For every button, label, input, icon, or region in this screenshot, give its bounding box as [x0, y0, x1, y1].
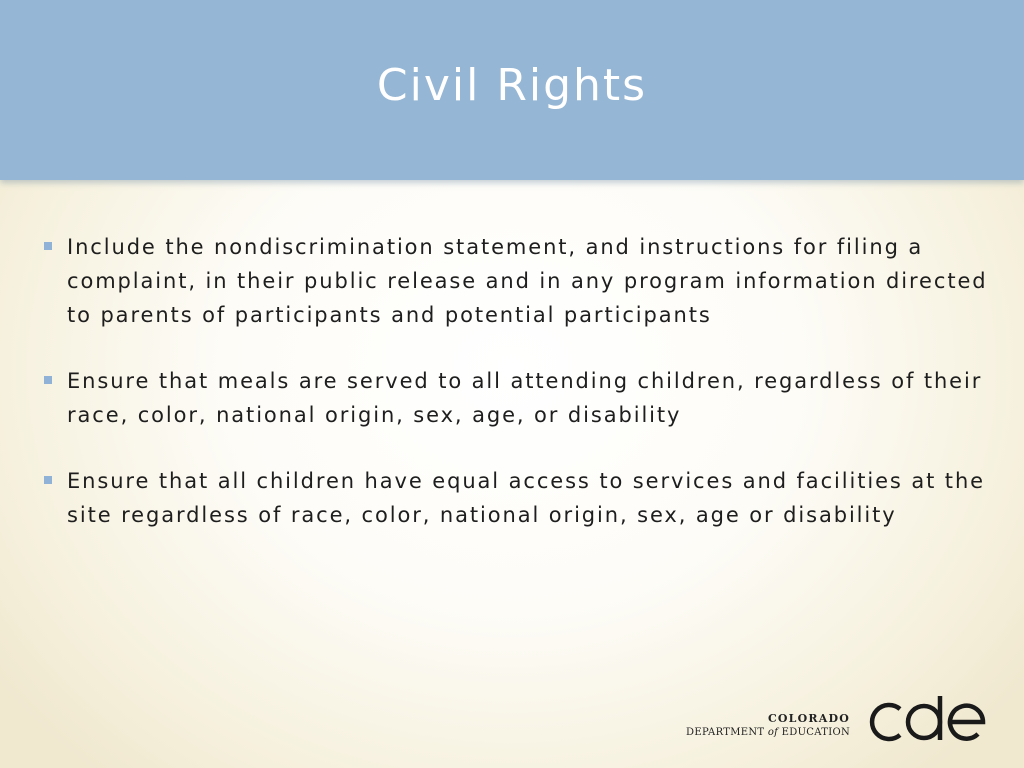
logo-department-text [686, 727, 850, 738]
logo-of-word: of [767, 727, 779, 738]
slide-title: Civil Rights [376, 60, 648, 111]
bullet-text: Ensure that all children have equal access to services and facilities at the site regardless of race, color, national origin, sex, age or disability [67, 469, 985, 527]
bullet-list [44, 230, 989, 564]
bullet-square-icon [44, 476, 52, 484]
cde-logo-mark-icon [862, 692, 988, 748]
logo-department-word: DEPARTMENT [686, 727, 768, 738]
bullet-item [44, 230, 989, 332]
bullet-text: Ensure that meals are served to all attending children, regardless of their race, color, national origin, sex, age, or disability [67, 369, 983, 427]
bullet-item [44, 364, 989, 432]
bullet-square-icon [44, 242, 52, 250]
title-band [0, 0, 1024, 180]
bullet-item [44, 464, 989, 532]
logo-education-word: EDUCATION [778, 727, 850, 738]
cde-logo [686, 692, 990, 748]
logo-state-text: COLORADO [767, 712, 850, 725]
bullet-square-icon [44, 376, 52, 384]
bullet-text: Include the nondiscrimination statement, and instructions for filing a complaint, in their public release and in any program information directed to parents of participants and potential participants [67, 235, 988, 327]
